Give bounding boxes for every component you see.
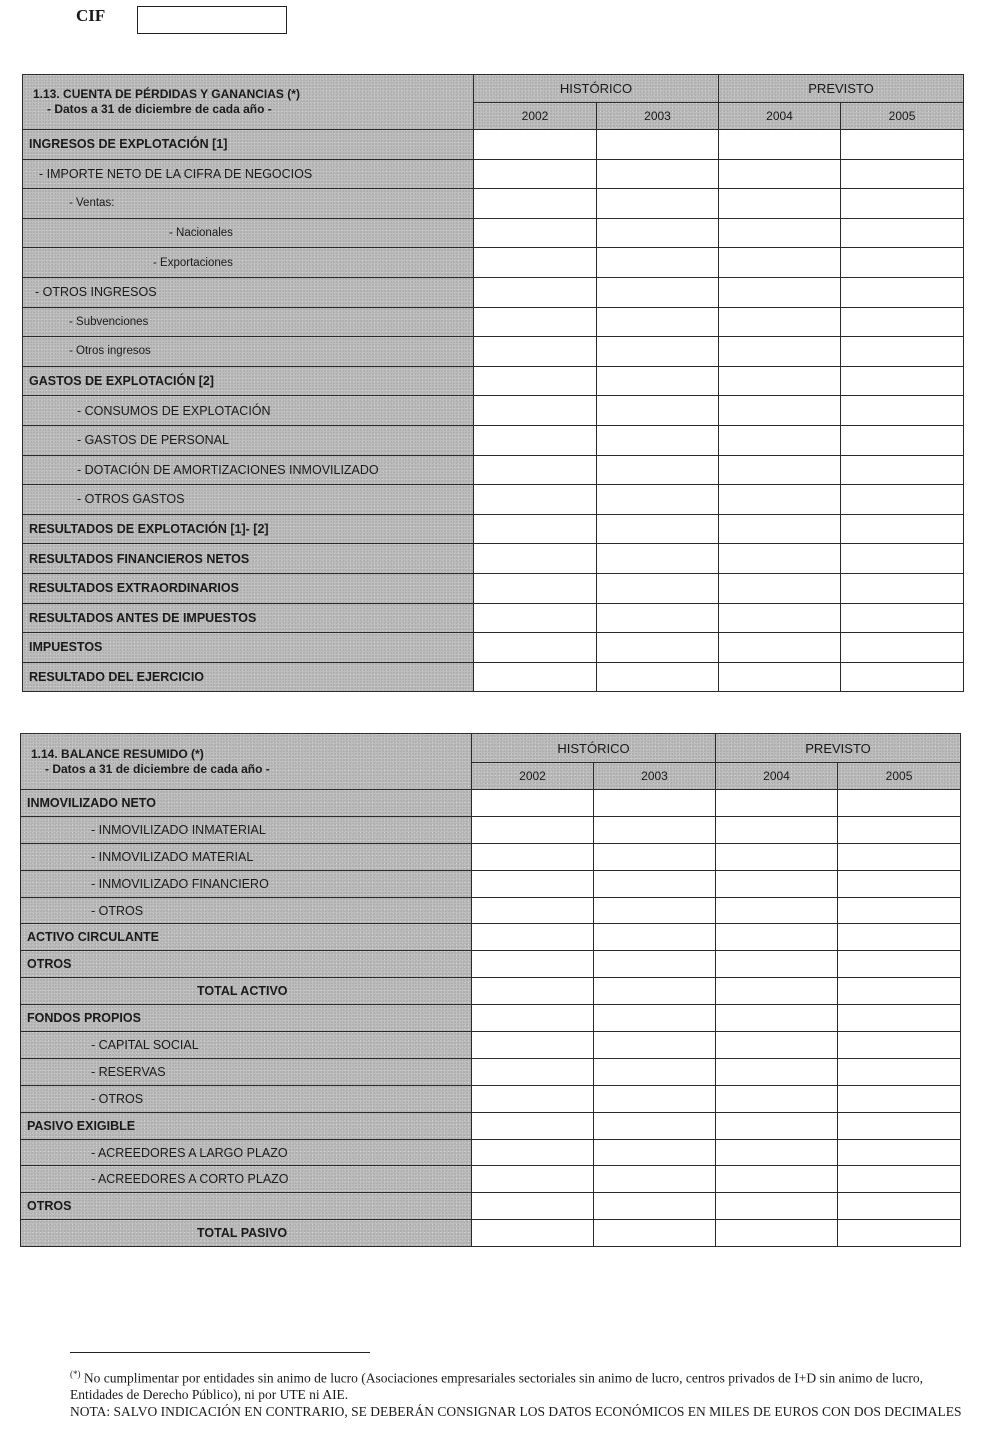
value-cell-2005[interactable]	[841, 396, 964, 426]
value-cell-2004[interactable]	[716, 816, 838, 843]
value-cell-2005[interactable]	[841, 573, 964, 603]
row-label: - OTROS GASTOS	[23, 485, 474, 515]
value-cell-2002[interactable]	[474, 633, 597, 663]
group-previsto: PREVISTO	[719, 75, 964, 103]
value-cell-2003[interactable]	[594, 897, 716, 924]
value-cell-2004[interactable]	[719, 662, 841, 692]
row-label: RESULTADOS EXTRAORDINARIOS	[23, 573, 474, 603]
row-label: - DOTACIÓN DE AMORTIZACIONES INMOVILIZADO	[23, 455, 474, 485]
value-cell-2003[interactable]	[597, 633, 719, 663]
table-row	[23, 366, 964, 396]
row-label: RESULTADOS ANTES DE IMPUESTOS	[23, 603, 474, 633]
row-label: RESULTADOS FINANCIEROS NETOS	[23, 544, 474, 574]
table-row	[21, 1166, 961, 1193]
value-cell-2004[interactable]	[719, 514, 841, 544]
value-cell-2003[interactable]	[594, 790, 716, 817]
value-cell-2002[interactable]	[472, 924, 594, 951]
table-row	[21, 1005, 961, 1032]
footnote-text	[70, 1366, 975, 1404]
table-row	[23, 514, 964, 544]
row-label: - Nacionales	[23, 218, 474, 248]
year-2002: 2002	[472, 763, 594, 790]
value-cell-2004[interactable]	[719, 277, 841, 307]
row-label: IMPUESTOS	[23, 633, 474, 663]
value-cell-2005[interactable]	[841, 603, 964, 633]
value-cell-2003[interactable]	[594, 1058, 716, 1085]
value-cell-2002[interactable]	[472, 1193, 594, 1220]
table-row	[21, 870, 961, 897]
value-cell-2002[interactable]	[474, 366, 597, 396]
value-cell-2003[interactable]	[597, 218, 719, 248]
cif-label: CIF	[76, 6, 106, 25]
profit-loss-table	[22, 74, 964, 692]
value-cell-2005[interactable]	[838, 816, 961, 843]
value-cell-2004[interactable]	[716, 870, 838, 897]
table-row	[23, 633, 964, 663]
value-cell-2003[interactable]	[597, 396, 719, 426]
row-label: - CAPITAL SOCIAL	[21, 1032, 472, 1059]
row-label: - OTROS	[21, 897, 472, 924]
table-row	[23, 485, 964, 515]
value-cell-2005[interactable]	[838, 1032, 961, 1059]
row-label: PASIVO EXIGIBLE	[21, 1112, 472, 1139]
value-cell-2004[interactable]	[719, 603, 841, 633]
value-cell-2004[interactable]	[716, 951, 838, 978]
value-cell-2005[interactable]	[841, 514, 964, 544]
value-cell-2002[interactable]	[472, 1085, 594, 1112]
value-cell-2005[interactable]	[838, 1139, 961, 1166]
value-cell-2003[interactable]	[594, 816, 716, 843]
table-row	[23, 603, 964, 633]
value-cell-2003[interactable]	[597, 307, 719, 337]
value-cell-2005[interactable]	[841, 159, 964, 189]
value-cell-2005[interactable]	[838, 924, 961, 951]
row-label: - INMOVILIZADO MATERIAL	[21, 843, 472, 870]
value-cell-2003[interactable]	[597, 277, 719, 307]
row-label: - INMOVILIZADO FINANCIERO	[21, 870, 472, 897]
value-cell-2004[interactable]	[719, 485, 841, 515]
value-cell-2005[interactable]	[838, 870, 961, 897]
table-row	[23, 662, 964, 692]
value-cell-2003[interactable]	[597, 337, 719, 367]
value-cell-2003[interactable]	[594, 843, 716, 870]
table-row	[23, 159, 964, 189]
value-cell-2003[interactable]	[594, 1139, 716, 1166]
value-cell-2003[interactable]	[594, 978, 716, 1005]
value-cell-2002[interactable]	[474, 189, 597, 219]
value-cell-2003[interactable]	[594, 951, 716, 978]
value-cell-2005[interactable]	[838, 843, 961, 870]
value-cell-2005[interactable]	[841, 277, 964, 307]
row-label: - ACREEDORES A LARGO PLAZO	[21, 1139, 472, 1166]
value-cell-2005[interactable]	[838, 1166, 961, 1193]
value-cell-2002[interactable]	[474, 573, 597, 603]
value-cell-2004[interactable]	[719, 248, 841, 278]
value-cell-2002[interactable]	[474, 248, 597, 278]
value-cell-2004[interactable]	[719, 633, 841, 663]
table-row	[23, 396, 964, 426]
row-label: - ACREEDORES A CORTO PLAZO	[21, 1166, 472, 1193]
table-title-text: 1.14. BALANCE RESUMIDO (*)	[31, 746, 204, 761]
value-cell-2003[interactable]	[594, 1220, 716, 1247]
row-label: - INMOVILIZADO INMATERIAL	[21, 816, 472, 843]
table-row	[23, 544, 964, 574]
value-cell-2004[interactable]	[719, 189, 841, 219]
value-cell-2004[interactable]	[719, 396, 841, 426]
footnote-body: No cumplimentar por entidades sin animo de lucro (Asociaciones empresariales sectoriales sin animo de lucro, centros privados de I+D sin animo de lucro, Entidades de Derecho Público), ni por UTE ni AIE.	[70, 1370, 923, 1402]
value-cell-2005[interactable]	[841, 485, 964, 515]
table-title	[23, 75, 474, 130]
row-label: - Exportaciones	[23, 248, 474, 278]
row-label: TOTAL PASIVO	[21, 1220, 472, 1247]
table-row	[21, 1058, 961, 1085]
year-2003: 2003	[594, 763, 716, 790]
row-label: TOTAL ACTIVO	[21, 978, 472, 1005]
table-row	[21, 1193, 961, 1220]
value-cell-2002[interactable]	[472, 843, 594, 870]
value-cell-2003[interactable]	[597, 159, 719, 189]
table-row	[21, 978, 961, 1005]
value-cell-2004[interactable]	[719, 130, 841, 160]
value-cell-2004[interactable]	[719, 573, 841, 603]
value-cell-2005[interactable]	[841, 337, 964, 367]
value-cell-2002[interactable]	[472, 897, 594, 924]
group-historico: HISTÓRICO	[474, 75, 719, 103]
year-2004: 2004	[716, 763, 838, 790]
value-cell-2002[interactable]	[472, 870, 594, 897]
value-cell-2003[interactable]	[594, 1005, 716, 1032]
value-cell-2004[interactable]	[719, 425, 841, 455]
row-label: INMOVILIZADO NETO	[21, 790, 472, 817]
value-cell-2004[interactable]	[719, 455, 841, 485]
value-cell-2005[interactable]	[838, 790, 961, 817]
value-cell-2003[interactable]	[594, 870, 716, 897]
value-cell-2003[interactable]	[594, 924, 716, 951]
value-cell-2002[interactable]	[474, 514, 597, 544]
table-row	[21, 951, 961, 978]
value-cell-2005[interactable]	[838, 1085, 961, 1112]
value-cell-2003[interactable]	[597, 455, 719, 485]
row-label: FONDOS PROPIOS	[21, 1005, 472, 1032]
value-cell-2004[interactable]	[719, 337, 841, 367]
footnote-note: NOTA: SALVO INDICACIÓN EN CONTRARIO, SE DEBERÁN CONSIGNAR LOS DATOS ECONÓMICOS EN MILES DE EUROS CON DOS DECIMALES	[70, 1403, 962, 1419]
table-row	[21, 843, 961, 870]
footnote-mark: (*)	[70, 1369, 81, 1379]
year-2003: 2003	[597, 103, 719, 130]
value-cell-2003[interactable]	[594, 1085, 716, 1112]
value-cell-2004[interactable]	[716, 924, 838, 951]
value-cell-2004[interactable]	[716, 1032, 838, 1059]
value-cell-2004[interactable]	[716, 1220, 838, 1247]
value-cell-2005[interactable]	[841, 425, 964, 455]
row-label: - OTROS	[21, 1085, 472, 1112]
value-cell-2005[interactable]	[838, 1058, 961, 1085]
group-historico: HISTÓRICO	[472, 734, 716, 763]
value-cell-2004[interactable]	[716, 1166, 838, 1193]
value-cell-2004[interactable]	[716, 843, 838, 870]
value-cell-2005[interactable]	[841, 633, 964, 663]
value-cell-2003[interactable]	[594, 1032, 716, 1059]
value-cell-2005[interactable]	[838, 1220, 961, 1247]
row-label: GASTOS DE EXPLOTACIÓN [2]	[23, 366, 474, 396]
value-cell-2004[interactable]	[716, 1058, 838, 1085]
table-title	[21, 734, 472, 790]
row-label: - CONSUMOS DE EXPLOTACIÓN	[23, 396, 474, 426]
value-cell-2002[interactable]	[472, 978, 594, 1005]
value-cell-2005[interactable]	[838, 1193, 961, 1220]
value-cell-2002[interactable]	[474, 130, 597, 160]
value-cell-2002[interactable]	[474, 218, 597, 248]
cif-input[interactable]	[137, 6, 287, 34]
row-label: - OTROS INGRESOS	[23, 277, 474, 307]
value-cell-2005[interactable]	[841, 455, 964, 485]
table-row	[23, 573, 964, 603]
row-label: OTROS	[21, 951, 472, 978]
table-row	[21, 1220, 961, 1247]
table-row	[23, 307, 964, 337]
value-cell-2002[interactable]	[474, 337, 597, 367]
value-cell-2003[interactable]	[597, 248, 719, 278]
value-cell-2004[interactable]	[716, 1085, 838, 1112]
value-cell-2005[interactable]	[838, 951, 961, 978]
value-cell-2004[interactable]	[719, 307, 841, 337]
value-cell-2002[interactable]	[474, 455, 597, 485]
value-cell-2002[interactable]	[474, 485, 597, 515]
value-cell-2002[interactable]	[474, 425, 597, 455]
value-cell-2005[interactable]	[841, 366, 964, 396]
year-2005: 2005	[841, 103, 964, 130]
value-cell-2003[interactable]	[594, 1112, 716, 1139]
table-row	[23, 218, 964, 248]
table-subtitle: - Datos a 31 de diciembre de cada año -	[45, 761, 270, 776]
value-cell-2003[interactable]	[597, 514, 719, 544]
value-cell-2003[interactable]	[597, 189, 719, 219]
table-row	[21, 924, 961, 951]
value-cell-2003[interactable]	[597, 573, 719, 603]
value-cell-2004[interactable]	[716, 790, 838, 817]
value-cell-2002[interactable]	[474, 544, 597, 574]
value-cell-2002[interactable]	[472, 790, 594, 817]
row-label: - IMPORTE NETO DE LA CIFRA DE NEGOCIOS	[23, 159, 474, 189]
row-label: INGRESOS DE EXPLOTACIÓN [1]	[23, 130, 474, 160]
footnote-divider	[70, 1352, 370, 1353]
table-row	[21, 790, 961, 817]
table-row	[21, 1112, 961, 1139]
value-cell-2002[interactable]	[472, 1220, 594, 1247]
value-cell-2004[interactable]	[716, 1005, 838, 1032]
table-subtitle: - Datos a 31 de diciembre de cada año -	[47, 102, 272, 116]
row-label: - Ventas:	[23, 189, 474, 219]
value-cell-2004[interactable]	[716, 1139, 838, 1166]
value-cell-2003[interactable]	[597, 485, 719, 515]
value-cell-2003[interactable]	[597, 130, 719, 160]
value-cell-2002[interactable]	[474, 662, 597, 692]
table-row	[23, 337, 964, 367]
table-row	[23, 425, 964, 455]
value-cell-2004[interactable]	[716, 1112, 838, 1139]
table-row	[21, 1085, 961, 1112]
value-cell-2004[interactable]	[716, 1193, 838, 1220]
year-2005: 2005	[838, 763, 961, 790]
row-label: - RESERVAS	[21, 1058, 472, 1085]
value-cell-2004[interactable]	[716, 978, 838, 1005]
value-cell-2003[interactable]	[597, 366, 719, 396]
footnote	[70, 1366, 975, 1420]
value-cell-2005[interactable]	[838, 897, 961, 924]
value-cell-2002[interactable]	[474, 159, 597, 189]
table-row	[23, 130, 964, 160]
table-row	[23, 248, 964, 278]
value-cell-2005[interactable]	[841, 130, 964, 160]
value-cell-2002[interactable]	[472, 1166, 594, 1193]
table-row	[21, 1139, 961, 1166]
value-cell-2002[interactable]	[474, 277, 597, 307]
value-cell-2002[interactable]	[474, 396, 597, 426]
value-cell-2005[interactable]	[838, 1005, 961, 1032]
year-2002: 2002	[474, 103, 597, 130]
value-cell-2003[interactable]	[597, 662, 719, 692]
row-label: - Otros ingresos	[23, 337, 474, 367]
value-cell-2002[interactable]	[474, 307, 597, 337]
value-cell-2002[interactable]	[472, 1058, 594, 1085]
value-cell-2005[interactable]	[838, 978, 961, 1005]
value-cell-2005[interactable]	[841, 189, 964, 219]
row-label: - Subvenciones	[23, 307, 474, 337]
value-cell-2003[interactable]	[597, 425, 719, 455]
table-row	[21, 897, 961, 924]
value-cell-2002[interactable]	[472, 1032, 594, 1059]
value-cell-2004[interactable]	[719, 544, 841, 574]
value-cell-2004[interactable]	[719, 159, 841, 189]
table-row	[21, 1032, 961, 1059]
value-cell-2003[interactable]	[597, 544, 719, 574]
value-cell-2003[interactable]	[594, 1193, 716, 1220]
group-previsto: PREVISTO	[716, 734, 961, 763]
row-label: - GASTOS DE PERSONAL	[23, 425, 474, 455]
table-row	[23, 277, 964, 307]
table-row	[21, 816, 961, 843]
table-row	[23, 455, 964, 485]
value-cell-2002[interactable]	[472, 816, 594, 843]
value-cell-2002[interactable]	[472, 1112, 594, 1139]
value-cell-2005[interactable]	[838, 1112, 961, 1139]
value-cell-2004[interactable]	[716, 897, 838, 924]
value-cell-2002[interactable]	[472, 1139, 594, 1166]
value-cell-2004[interactable]	[719, 366, 841, 396]
value-cell-2002[interactable]	[472, 951, 594, 978]
value-cell-2004[interactable]	[719, 218, 841, 248]
year-2004: 2004	[719, 103, 841, 130]
table-title-text: 1.13. CUENTA DE PÉRDIDAS Y GANANCIAS (*)	[33, 87, 300, 101]
value-cell-2005[interactable]	[841, 307, 964, 337]
value-cell-2005[interactable]	[841, 544, 964, 574]
row-label: ACTIVO CIRCULANTE	[21, 924, 472, 951]
value-cell-2002[interactable]	[474, 603, 597, 633]
value-cell-2003[interactable]	[597, 603, 719, 633]
row-label: RESULTADOS DE EXPLOTACIÓN [1]- [2]	[23, 514, 474, 544]
row-label: OTROS	[21, 1193, 472, 1220]
table-row	[23, 189, 964, 219]
row-label: RESULTADO DEL EJERCICIO	[23, 662, 474, 692]
value-cell-2002[interactable]	[472, 1005, 594, 1032]
value-cell-2003[interactable]	[594, 1166, 716, 1193]
value-cell-2005[interactable]	[841, 248, 964, 278]
balance-sheet-table	[20, 733, 961, 1247]
value-cell-2005[interactable]	[841, 662, 964, 692]
value-cell-2005[interactable]	[841, 218, 964, 248]
